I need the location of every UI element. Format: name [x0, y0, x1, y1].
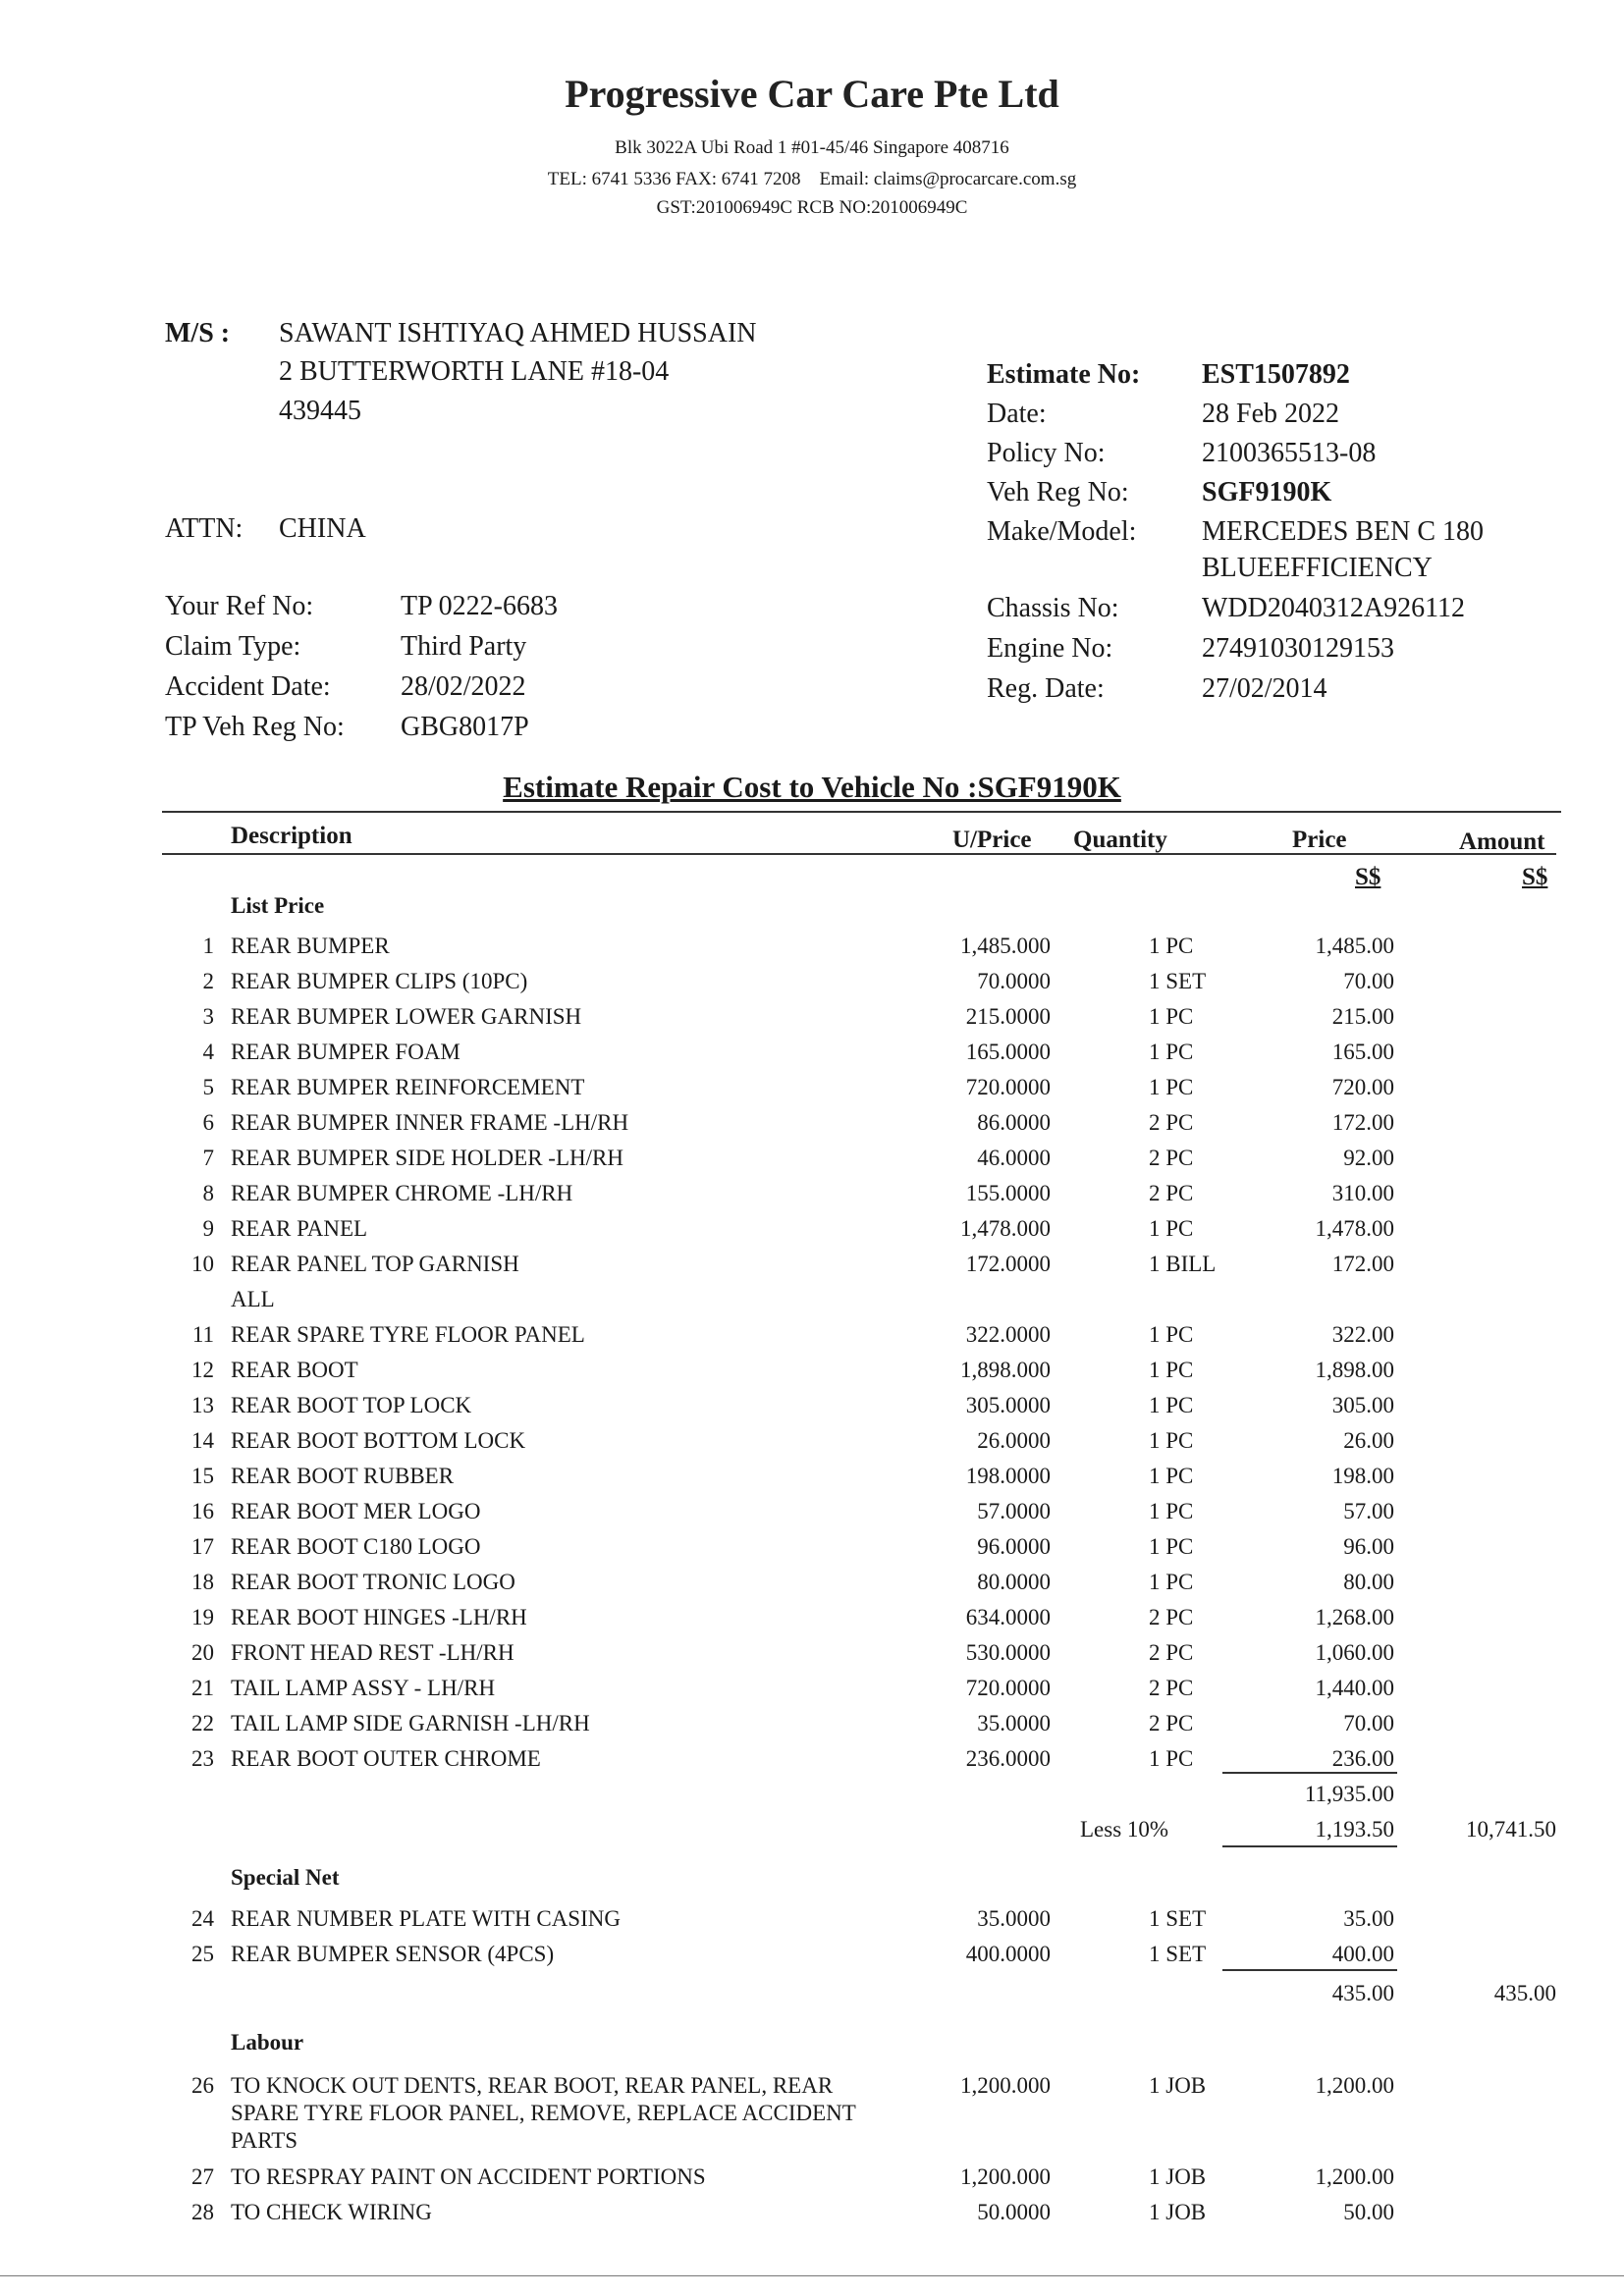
table-row — [0, 1252, 1624, 1287]
item-no: 8 — [202, 1181, 214, 1205]
item-description: REAR BUMPER LOWER GARNISH — [231, 1004, 582, 1029]
item-uprice: 50.0000 — [977, 2200, 1051, 2224]
make-model-value-line2: BLUEEFFICIENCY — [1202, 553, 1433, 583]
table-row — [0, 969, 1624, 1004]
table-row — [0, 1711, 1624, 1746]
item-description: REAR PANEL — [231, 1216, 368, 1241]
customer-postal: 439445 — [279, 396, 361, 426]
table-row — [0, 1393, 1624, 1428]
item-no: 28 — [191, 2200, 214, 2224]
table-row — [0, 1004, 1624, 1040]
item-price: 165.00 — [1331, 1040, 1394, 1064]
col-header-price: Price — [1292, 827, 1347, 853]
item-price: 305.00 — [1331, 1393, 1394, 1417]
table-row — [0, 1040, 1624, 1075]
item-uprice: 1,485.000 — [960, 934, 1051, 958]
item-no: 26 — [191, 2073, 214, 2098]
special-net-amount: 435.00 — [1493, 1981, 1556, 2005]
item-price: 70.00 — [1343, 969, 1394, 993]
col-header-uprice: U/Price — [952, 827, 1032, 853]
claim-type-value: Third Party — [401, 631, 527, 662]
list-price-subtotal: 11,935.00 — [1304, 1782, 1394, 1806]
chassis-no-value: WDD2040312A926112 — [1202, 593, 1466, 623]
table-row — [0, 1534, 1624, 1570]
chassis-no-label: Chassis No: — [987, 593, 1119, 623]
item-qty: 1 BILL — [1149, 1252, 1217, 1276]
item-description: REAR BOOT C180 LOGO — [231, 1534, 481, 1559]
item-uprice: 155.0000 — [965, 1181, 1051, 1205]
item-qty: 1 SET — [1149, 969, 1207, 993]
item-description: REAR BUMPER FOAM — [231, 1040, 460, 1064]
reg-date-value: 27/02/2014 — [1202, 673, 1327, 704]
item-description-line2: ALL — [231, 1287, 275, 1311]
item-no: 2 — [202, 969, 214, 993]
item-description: REAR BOOT TOP LOCK — [231, 1393, 472, 1417]
table-row-continuation — [0, 2128, 1624, 2163]
item-price: 720.00 — [1331, 1075, 1394, 1099]
item-qty: 1 PC — [1149, 1746, 1194, 1771]
item-uprice: 26.0000 — [977, 1428, 1051, 1453]
item-uprice: 1,478.000 — [960, 1216, 1051, 1241]
item-no: 14 — [191, 1428, 214, 1453]
item-description: REAR BUMPER INNER FRAME -LH/RH — [231, 1110, 629, 1135]
item-uprice: 35.0000 — [977, 1906, 1051, 1931]
item-uprice: 634.0000 — [965, 1605, 1051, 1629]
item-no: 7 — [202, 1146, 214, 1170]
veh-reg-no-value: SGF9190K — [1202, 477, 1332, 507]
table-row — [0, 1942, 1624, 1977]
item-price: 215.00 — [1331, 1004, 1394, 1029]
item-qty: 1 PC — [1149, 1464, 1194, 1488]
item-uprice: 57.0000 — [977, 1499, 1051, 1523]
item-qty: 2 PC — [1149, 1146, 1194, 1170]
item-description: TAIL LAMP SIDE GARNISH -LH/RH — [231, 1711, 590, 1735]
item-uprice: 172.0000 — [965, 1252, 1051, 1276]
item-qty: 1 PC — [1149, 1358, 1194, 1382]
item-no: 22 — [191, 1711, 214, 1735]
item-price: 1,440.00 — [1315, 1676, 1394, 1700]
item-no: 16 — [191, 1499, 214, 1523]
item-qty: 1 JOB — [1149, 2073, 1207, 2098]
item-description-line3: PARTS — [231, 2128, 298, 2153]
item-price: 1,200.00 — [1315, 2164, 1394, 2189]
item-description: REAR NUMBER PLATE WITH CASING — [231, 1906, 621, 1931]
item-price: 236.00 — [1331, 1746, 1394, 1771]
item-uprice: 530.0000 — [965, 1640, 1051, 1665]
col-header-quantity: Quantity — [1073, 827, 1167, 853]
item-price: 26.00 — [1343, 1428, 1394, 1453]
item-description: REAR BUMPER CHROME -LH/RH — [231, 1181, 573, 1205]
table-row-continuation — [0, 1287, 1624, 1322]
ms-label: M/S : — [165, 318, 231, 348]
item-qty: 1 PC — [1149, 1570, 1194, 1594]
item-qty: 1 JOB — [1149, 2200, 1207, 2224]
discount-rule — [1222, 1845, 1397, 1847]
item-uprice: 46.0000 — [977, 1146, 1051, 1170]
table-row — [0, 1075, 1624, 1110]
item-no: 1 — [202, 934, 214, 958]
list-price-amount: 10,741.50 — [1466, 1817, 1556, 1842]
item-qty: 2 PC — [1149, 1181, 1194, 1205]
section-special-net: Special Net — [231, 1865, 340, 1890]
tp-veh-reg-value: GBG8017P — [401, 712, 529, 742]
company-address: Blk 3022A Ubi Road 1 #01-45/46 Singapore 408716 — [615, 137, 1009, 158]
section-list-price: List Price — [231, 893, 325, 918]
item-qty: 1 JOB — [1149, 2164, 1207, 2189]
section-labour: Labour — [231, 2030, 304, 2055]
table-row — [0, 934, 1624, 969]
item-no: 6 — [202, 1110, 214, 1135]
item-price: 80.00 — [1343, 1570, 1394, 1594]
ref-no-label: Your Ref No: — [165, 591, 314, 621]
discount-label: Less 10% — [1080, 1817, 1169, 1842]
item-description: REAR BOOT HINGES -LH/RH — [231, 1605, 527, 1629]
accident-date-label: Accident Date: — [165, 671, 331, 702]
item-no: 4 — [202, 1040, 214, 1064]
item-qty: 1 PC — [1149, 1534, 1194, 1559]
attn-label: ATTN: — [165, 513, 244, 544]
item-description-line2: SPARE TYRE FLOOR PANEL, REMOVE, REPLACE ACCIDENT — [231, 2101, 856, 2125]
item-description: REAR PANEL TOP GARNISH — [231, 1252, 519, 1276]
item-description: REAR SPARE TYRE FLOOR PANEL — [231, 1322, 585, 1347]
item-price: 1,268.00 — [1315, 1605, 1394, 1629]
item-description: REAR BOOT RUBBER — [231, 1464, 455, 1488]
item-no: 12 — [191, 1358, 214, 1382]
item-no: 18 — [191, 1570, 214, 1594]
item-price: 35.00 — [1343, 1906, 1394, 1931]
item-description: TO RESPRAY PAINT ON ACCIDENT PORTIONS — [231, 2164, 706, 2189]
amount-currency: S$ — [1522, 864, 1548, 890]
item-qty: 1 PC — [1149, 1004, 1194, 1029]
item-no: 15 — [191, 1464, 214, 1488]
item-qty: 1 PC — [1149, 934, 1194, 958]
item-qty: 1 PC — [1149, 1216, 1194, 1241]
item-description: REAR BOOT TRONIC LOGO — [231, 1570, 515, 1594]
item-uprice: 86.0000 — [977, 1110, 1051, 1135]
item-description: REAR BUMPER SIDE HOLDER -LH/RH — [231, 1146, 623, 1170]
page-bottom-rule — [0, 2275, 1624, 2276]
price-currency: S$ — [1355, 864, 1381, 890]
special-net-subtotal-rule — [1222, 1969, 1397, 1971]
discount-value: 1,193.50 — [1315, 1817, 1394, 1842]
tp-veh-reg-label: TP Veh Reg No: — [165, 712, 345, 742]
item-uprice: 1,898.000 — [960, 1358, 1051, 1382]
item-qty: 2 PC — [1149, 1110, 1194, 1135]
item-no: 9 — [202, 1216, 214, 1241]
list-price-subtotal-row — [0, 1782, 1624, 1817]
item-description: FRONT HEAD REST -LH/RH — [231, 1640, 514, 1665]
table-row — [0, 1428, 1624, 1464]
special-net-subtotal-row — [0, 1981, 1624, 2016]
item-description: REAR BOOT MER LOGO — [231, 1499, 481, 1523]
col-header-description: Description — [231, 823, 352, 849]
item-no: 19 — [191, 1605, 214, 1629]
item-price: 96.00 — [1343, 1534, 1394, 1559]
item-uprice: 720.0000 — [965, 1676, 1051, 1700]
table-row — [0, 1570, 1624, 1605]
item-description: REAR BUMPER SENSOR (4PCS) — [231, 1942, 555, 1966]
item-no: 11 — [191, 1322, 214, 1347]
col-header-amount: Amount — [1459, 828, 1545, 855]
item-no: 13 — [191, 1393, 214, 1417]
item-uprice: 198.0000 — [965, 1464, 1051, 1488]
item-qty: 1 PC — [1149, 1393, 1194, 1417]
reg-date-label: Reg. Date: — [987, 673, 1105, 704]
company-name: Progressive Car Care Pte Ltd — [565, 72, 1059, 116]
item-no: 5 — [202, 1075, 214, 1099]
item-description: REAR BOOT — [231, 1358, 358, 1382]
table-row — [0, 1216, 1624, 1252]
item-no: 20 — [191, 1640, 214, 1665]
item-description: REAR BOOT OUTER CHROME — [231, 1746, 541, 1771]
table-row — [0, 1464, 1624, 1499]
item-price: 50.00 — [1343, 2200, 1394, 2224]
customer-name: SAWANT ISHTIYAQ AHMED HUSSAIN — [279, 318, 757, 348]
table-row — [0, 1906, 1624, 1942]
item-description: REAR BUMPER CLIPS (10PC) — [231, 969, 528, 993]
table-row — [0, 1358, 1624, 1393]
header-top-rule — [162, 811, 1561, 813]
estimate-no-label: Estimate No: — [987, 359, 1141, 390]
date-label: Date: — [987, 399, 1047, 429]
item-description: TO CHECK WIRING — [231, 2200, 432, 2224]
item-uprice: 305.0000 — [965, 1393, 1051, 1417]
item-no: 21 — [191, 1676, 214, 1700]
item-no: 10 — [191, 1252, 214, 1276]
item-uprice: 1,200.000 — [960, 2164, 1051, 2189]
table-row — [0, 1605, 1624, 1640]
table-row — [0, 1499, 1624, 1534]
item-price: 172.00 — [1331, 1252, 1394, 1276]
item-price: 1,485.00 — [1315, 934, 1394, 958]
item-no: 25 — [191, 1942, 214, 1966]
item-no: 17 — [191, 1534, 214, 1559]
table-row — [0, 1676, 1624, 1711]
item-qty: 2 PC — [1149, 1605, 1194, 1629]
claim-type-label: Claim Type: — [165, 631, 301, 662]
accident-date-value: 28/02/2022 — [401, 671, 526, 702]
company-registration: GST:201006949C RCB NO:201006949C — [656, 197, 968, 218]
item-qty: 1 PC — [1149, 1040, 1194, 1064]
veh-reg-no-label: Veh Reg No: — [987, 477, 1129, 507]
make-model-value-line1: MERCEDES BEN C 180 — [1202, 516, 1485, 547]
item-no: 27 — [191, 2164, 214, 2189]
item-uprice: 720.0000 — [965, 1075, 1051, 1099]
item-price: 1,200.00 — [1315, 2073, 1394, 2098]
item-uprice: 35.0000 — [977, 1711, 1051, 1735]
table-row — [0, 1640, 1624, 1676]
item-description: REAR BUMPER REINFORCEMENT — [231, 1075, 585, 1099]
subtotal-rule — [1222, 1772, 1397, 1774]
item-qty: 1 PC — [1149, 1428, 1194, 1453]
item-price: 172.00 — [1331, 1110, 1394, 1135]
company-contact: TEL: 6741 5336 FAX: 6741 7208 Email: claims@procarcare.com.sg — [547, 169, 1077, 189]
make-model-label: Make/Model: — [987, 516, 1137, 547]
item-qty: 2 PC — [1149, 1676, 1194, 1700]
item-uprice: 322.0000 — [965, 1322, 1051, 1347]
item-qty: 1 SET — [1149, 1906, 1207, 1931]
item-uprice: 96.0000 — [977, 1534, 1051, 1559]
item-price: 1,060.00 — [1315, 1640, 1394, 1665]
table-row — [0, 1322, 1624, 1358]
item-uprice: 70.0000 — [977, 969, 1051, 993]
item-price: 310.00 — [1331, 1181, 1394, 1205]
policy-no-value: 2100365513-08 — [1202, 438, 1377, 468]
item-description: TAIL LAMP ASSY - LH/RH — [231, 1676, 496, 1700]
policy-no-label: Policy No: — [987, 438, 1106, 468]
item-qty: 2 PC — [1149, 1640, 1194, 1665]
special-net-subtotal: 435.00 — [1331, 1981, 1394, 2005]
attn-value: CHINA — [279, 513, 366, 544]
item-uprice: 1,200.000 — [960, 2073, 1051, 2098]
engine-no-value: 27491030129153 — [1202, 633, 1394, 664]
table-row — [0, 1110, 1624, 1146]
table-row — [0, 2164, 1624, 2200]
item-uprice: 215.0000 — [965, 1004, 1051, 1029]
item-description: REAR BOOT BOTTOM LOCK — [231, 1428, 526, 1453]
table-row — [0, 2200, 1624, 2235]
item-uprice: 80.0000 — [977, 1570, 1051, 1594]
item-description: TO KNOCK OUT DENTS, REAR BOOT, REAR PANEL, REAR — [231, 2073, 834, 2098]
item-uprice: 400.0000 — [965, 1942, 1051, 1966]
item-no: 23 — [191, 1746, 214, 1771]
item-qty: 2 PC — [1149, 1711, 1194, 1735]
item-price: 1,898.00 — [1315, 1358, 1394, 1382]
table-row — [0, 1181, 1624, 1216]
header-bottom-rule — [162, 853, 1556, 855]
item-qty: 1 SET — [1149, 1942, 1207, 1966]
ref-no-value: TP 0222-6683 — [401, 591, 558, 621]
item-uprice: 236.0000 — [965, 1746, 1051, 1771]
engine-no-label: Engine No: — [987, 633, 1113, 664]
item-price: 400.00 — [1331, 1942, 1394, 1966]
customer-address: 2 BUTTERWORTH LANE #18-04 — [279, 356, 670, 387]
item-price: 1,478.00 — [1315, 1216, 1394, 1241]
item-price: 70.00 — [1343, 1711, 1394, 1735]
item-qty: 1 PC — [1149, 1322, 1194, 1347]
table-row — [0, 1146, 1624, 1181]
item-description: REAR BUMPER — [231, 934, 390, 958]
item-uprice: 165.0000 — [965, 1040, 1051, 1064]
item-price: 92.00 — [1343, 1146, 1394, 1170]
item-price: 57.00 — [1343, 1499, 1394, 1523]
item-price: 322.00 — [1331, 1322, 1394, 1347]
item-qty: 1 PC — [1149, 1499, 1194, 1523]
item-no: 24 — [191, 1906, 214, 1931]
table-row — [0, 1746, 1624, 1782]
estimate-table-title: Estimate Repair Cost to Vehicle No :SGF9190K — [503, 770, 1121, 804]
item-price: 198.00 — [1331, 1464, 1394, 1488]
item-no: 3 — [202, 1004, 214, 1029]
estimate-no-value: EST1507892 — [1202, 359, 1350, 390]
date-value: 28 Feb 2022 — [1202, 399, 1339, 429]
item-qty: 1 PC — [1149, 1075, 1194, 1099]
